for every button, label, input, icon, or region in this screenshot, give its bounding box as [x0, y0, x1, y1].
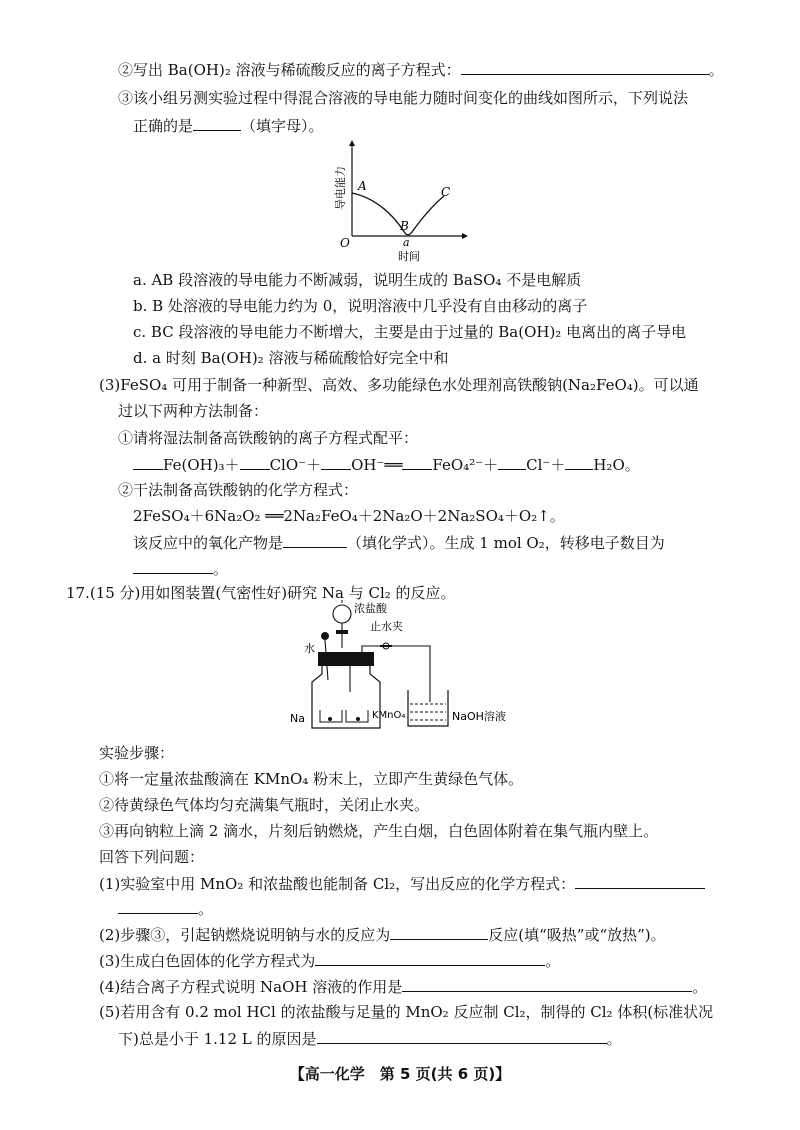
q17-3: (3)生成白色固体的化学方程式为 。	[99, 952, 561, 970]
step-3: ③再向钠粒上滴 2 滴水，片刻后钠燃烧，产生白烟，白色固体附着在集气瓶内壁上。	[99, 822, 659, 840]
x-axis-label: 时间	[398, 250, 420, 263]
kmno4-label: KMnO₄	[372, 710, 406, 721]
point-b-label: B	[400, 219, 409, 233]
beaker	[408, 690, 448, 726]
q17-2: (2)步骤③，引起钠燃烧说明钠与水的反应为 反应(填“吸热”或“放热”)。	[99, 926, 666, 944]
coef-blank[interactable]	[321, 454, 351, 470]
answer-blank[interactable]	[118, 898, 198, 914]
coef-blank[interactable]	[565, 454, 593, 470]
answer-blank[interactable]	[315, 950, 545, 966]
answer-blank[interactable]	[133, 558, 213, 574]
balance-equation: Fe(OH)₃＋ ClO⁻＋ OH⁻══ FeO₄²⁻＋ Cl⁻＋ H₂O。	[133, 454, 640, 475]
answer-blank[interactable]	[193, 115, 241, 131]
coef-blank[interactable]	[240, 454, 270, 470]
q16-p3-line1: (3)FeSO₄ 可用于制备一种新型、高效、多功能绿色水处理剂高铁酸钠(Na₂FeO₄)。可以通	[99, 376, 699, 394]
answer-blank[interactable]	[575, 873, 705, 889]
clamp-label: 止水夹	[370, 620, 403, 633]
q16-p3-m1: ①请将湿法制备高铁酸钠的离子方程式配平：	[118, 429, 419, 447]
q17-stem: 17.(15 分)用如图装置(气密性好)研究 Na 与 Cl₂ 的反应。	[66, 584, 456, 602]
acid-label: 浓盐酸	[354, 602, 387, 615]
x-axis-arrow	[462, 233, 468, 239]
y-axis-arrow	[349, 140, 355, 146]
q17-1-cont: 。	[118, 898, 213, 919]
point-c-label: C	[441, 185, 451, 199]
step-2: ②待黄绿色气体均匀充满集气瓶时，关闭止水夹。	[99, 796, 430, 814]
answer-blank[interactable]	[283, 532, 347, 548]
tick-a-label: a	[403, 236, 410, 249]
option-a: a. AB 段溶液的导电能力不断减弱，说明生成的 BaSO₄ 不是电解质	[133, 271, 582, 289]
point-a-label: A	[358, 179, 367, 193]
answer-blank[interactable]	[402, 976, 692, 992]
steps-title: 实验步骤：	[99, 744, 175, 762]
stopcock	[336, 630, 348, 634]
funnel-bulb	[333, 605, 351, 623]
oxidation-product-question: 该反应中的氧化产物是 （填化学式）。生成 1 mol O₂，转移电子数目为	[133, 534, 665, 552]
apparatus-diagram	[280, 600, 540, 740]
q16-s2-line: ②写出 Ba(OH)₂ 溶液与稀硫酸反应的离子方程式： 。	[118, 61, 724, 79]
q17-5-line1: (5)若用含有 0.2 mol HCl 的浓盐酸与足量的 MnO₂ 反应制 Cl₂，制得的 Cl₂ 体积(标准状况	[99, 1003, 714, 1021]
answer-blank[interactable]	[461, 59, 709, 75]
naoh-label: NaOH溶液	[452, 710, 506, 723]
coef-blank[interactable]	[498, 454, 526, 470]
conductivity-curve	[352, 193, 444, 235]
answer-blank[interactable]	[317, 1028, 607, 1044]
step-1: ①将一定量浓盐酸滴在 KMnO₄ 粉末上，立即产生黄绿色气体。	[99, 770, 524, 788]
dry-method-equation: 2FeSO₄＋6Na₂O₂ ══2Na₂FeO₄＋2Na₂O＋2Na₂SO₄＋O₂↑。	[133, 507, 565, 525]
q17-4: (4)结合离子方程式说明 NaOH 溶液的作用是 。	[99, 978, 708, 996]
answer-title: 回答下列问题：	[99, 848, 205, 866]
electron-count-line: 。	[133, 558, 228, 579]
option-c: c. BC 段溶液的导电能力不断增大，主要是由于过量的 Ba(OH)₂ 电离出的离子导电	[133, 323, 687, 341]
q17-5-line2: 下)总是小于 1.12 L 的原因是 。	[118, 1030, 622, 1048]
coef-blank[interactable]	[402, 454, 432, 470]
dropper-bulb	[321, 632, 329, 640]
q17-1: (1)实验室中用 MnO₂ 和浓盐酸也能制备 Cl₂，写出反应的化学方程式：	[99, 873, 705, 894]
q16-p3-m2: ②干法制备高铁酸钠的化学方程式：	[118, 481, 359, 499]
conductivity-graph	[330, 138, 470, 264]
coef-blank[interactable]	[133, 454, 163, 470]
q16-s3-line1: ③该小组另测实验过程中得混合溶液的导电能力随时间变化的曲线如图所示，下列说法	[118, 89, 689, 107]
answer-blank[interactable]	[390, 924, 488, 940]
y-axis-label: 导电能力	[334, 166, 347, 210]
q16-s3-line2: 正确的是 （填字母）。	[133, 117, 324, 135]
q16-p3-line2: 过以下两种方法制备：	[118, 402, 269, 420]
water-label: 水	[304, 642, 315, 655]
option-d: d. a 时刻 Ba(OH)₂ 溶液与稀硫酸恰好完全中和	[133, 349, 449, 367]
q16-s2-text: ②写出 Ba(OH)₂ 溶液与稀硫酸反应的离子方程式：	[118, 61, 461, 79]
stopper	[318, 652, 374, 666]
option-b: b. B 处溶液的导电能力约为 0，说明溶液中几乎没有自由移动的离子	[133, 297, 588, 315]
na-label: Na	[290, 712, 305, 725]
page-footer: 【高一化学 第 5 页(共 6 页)】	[289, 1065, 511, 1083]
origin-label: O	[340, 236, 350, 250]
